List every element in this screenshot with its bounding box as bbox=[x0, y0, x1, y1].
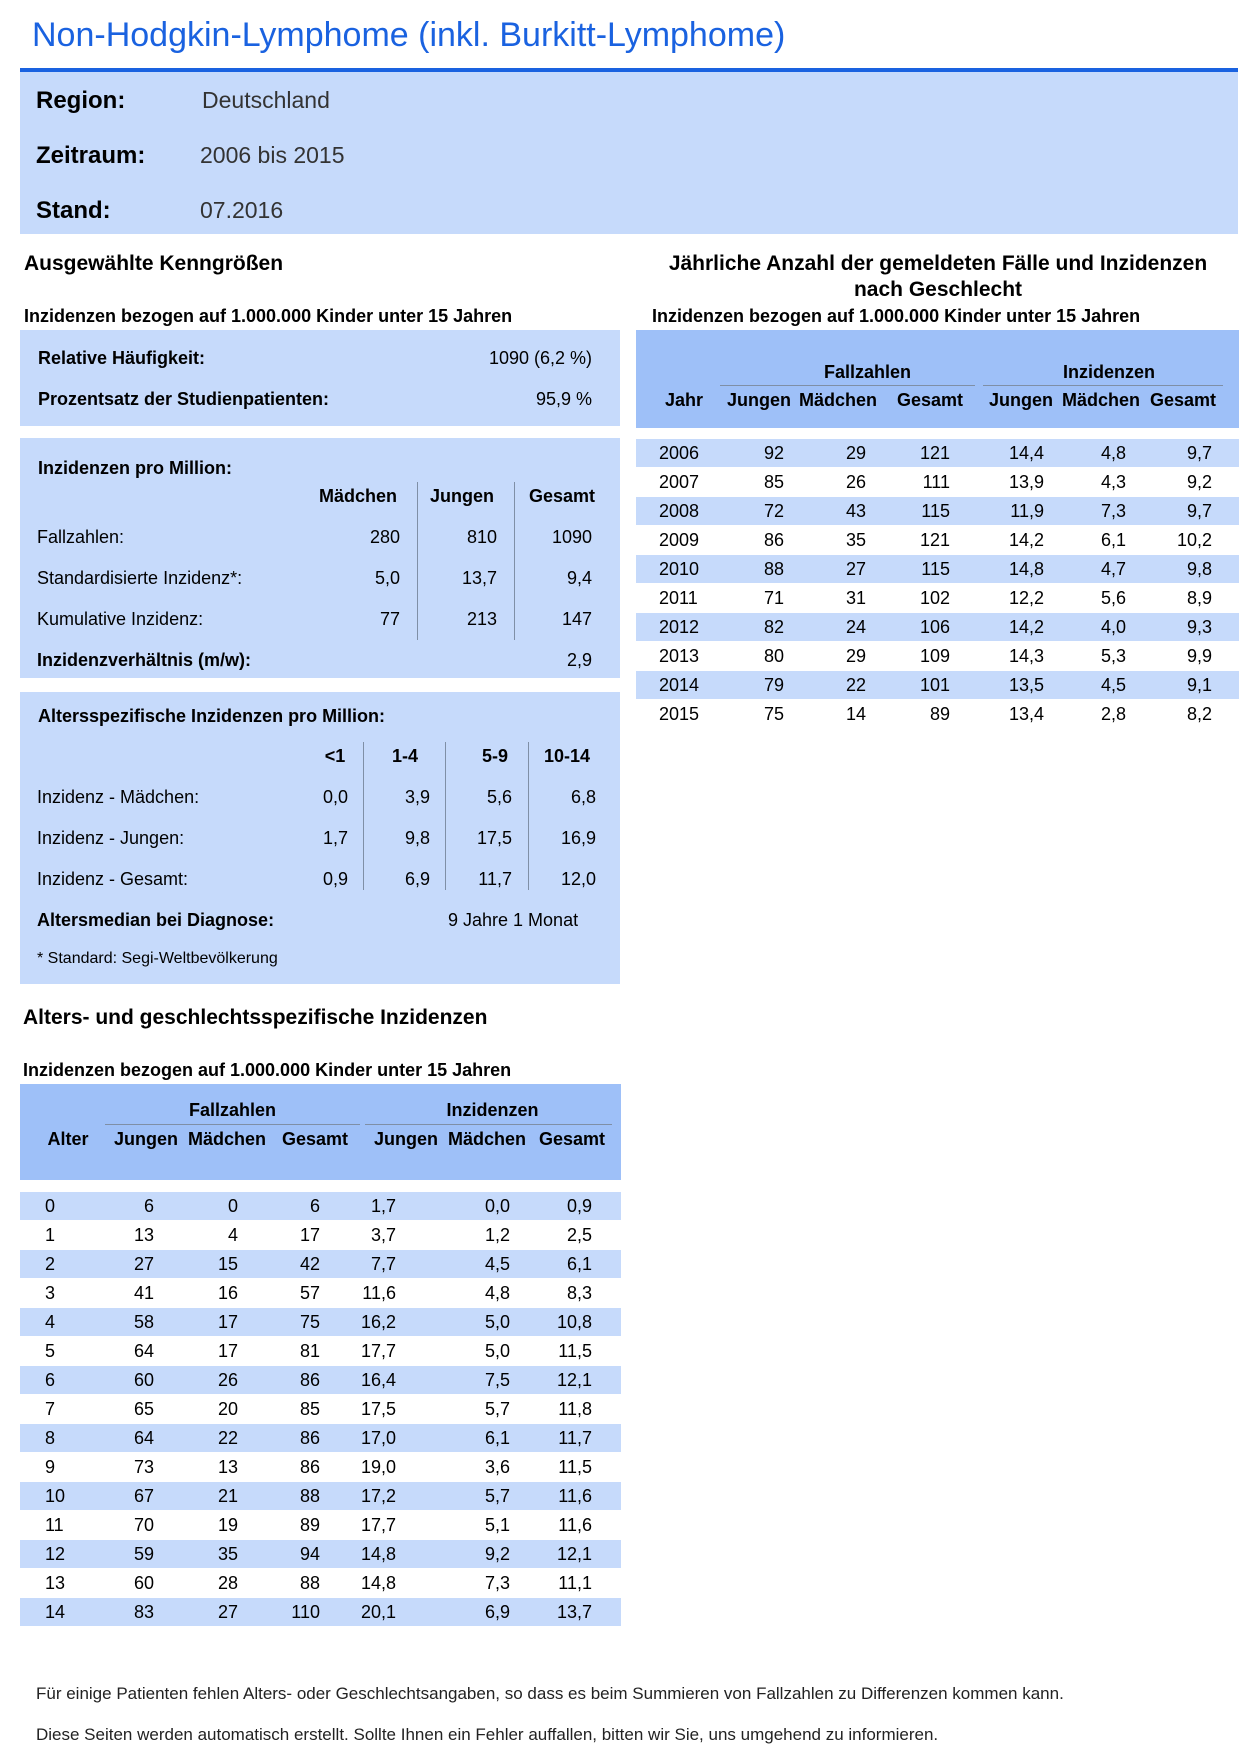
agesex-col: Gesamt bbox=[538, 1129, 606, 1149]
ratio-value: 2,9 bbox=[566, 650, 592, 670]
table-cell: 13,4 bbox=[1008, 704, 1044, 724]
table-row-key: 5 bbox=[45, 1341, 56, 1361]
relative-frequency-value: 1090 (6,2 %) bbox=[488, 348, 592, 368]
median-label: Altersmedian bei Diagnose: bbox=[37, 910, 275, 930]
agesex-group-inzidenzen: Inzidenzen bbox=[446, 1100, 539, 1120]
age-col: 1-4 bbox=[391, 746, 418, 766]
annual-col: Gesamt bbox=[896, 390, 964, 410]
agesex-group-fallzahlen: Fallzahlen bbox=[188, 1100, 277, 1120]
table-cell: 16 bbox=[217, 1283, 238, 1303]
age-col: 5-9 bbox=[481, 746, 508, 766]
table-cell: 86 bbox=[299, 1370, 320, 1390]
group-underline bbox=[365, 1124, 612, 1125]
table-cell: 14,4 bbox=[1008, 443, 1044, 463]
table-cell: 89 bbox=[299, 1515, 320, 1535]
table-cell: 19,0 bbox=[360, 1457, 396, 1477]
col-divider bbox=[528, 742, 529, 890]
table-row-key: 2014 bbox=[659, 675, 700, 695]
table-cell: 14,8 bbox=[360, 1544, 396, 1564]
table-cell: 27 bbox=[845, 559, 866, 579]
age-cell: 11,7 bbox=[478, 869, 512, 889]
table-cell: 86 bbox=[299, 1428, 320, 1448]
table-cell: 13 bbox=[133, 1225, 154, 1245]
annual-col-jahr: Jahr bbox=[664, 390, 704, 410]
region-value: Deutschland bbox=[202, 87, 330, 113]
table-cell: 11,6 bbox=[558, 1486, 592, 1506]
table-cell: 17 bbox=[217, 1341, 238, 1361]
table-cell: 11,5 bbox=[558, 1341, 592, 1361]
table-cell: 29 bbox=[845, 443, 866, 463]
table-cell: 5,0 bbox=[484, 1312, 510, 1332]
table-cell: 10,2 bbox=[1176, 530, 1212, 550]
col-jungen: Jungen bbox=[429, 486, 494, 506]
table-cell: 20 bbox=[217, 1399, 238, 1419]
table-row-key: 12 bbox=[45, 1544, 66, 1564]
inc-cell: 810 bbox=[466, 527, 497, 547]
table-cell: 4,0 bbox=[1100, 617, 1126, 637]
table-cell: 11,7 bbox=[558, 1428, 592, 1448]
table-cell: 94 bbox=[299, 1544, 320, 1564]
annual-col: Gesamt bbox=[1149, 390, 1217, 410]
table-row-key: 9 bbox=[45, 1457, 56, 1477]
agesex-col: Mädchen bbox=[187, 1129, 266, 1149]
table-cell: 72 bbox=[763, 501, 784, 521]
table-cell: 65 bbox=[133, 1399, 154, 1419]
table-cell: 29 bbox=[845, 646, 866, 666]
table-cell: 75 bbox=[299, 1312, 320, 1332]
table-cell: 7,3 bbox=[484, 1573, 510, 1593]
status-label: Stand: bbox=[36, 197, 111, 224]
table-cell: 0,9 bbox=[566, 1196, 592, 1216]
table-cell: 71 bbox=[763, 588, 784, 608]
age-cell: 5,6 bbox=[486, 787, 512, 807]
inc-row-label: Fallzahlen: bbox=[37, 527, 125, 547]
table-cell: 27 bbox=[133, 1254, 154, 1274]
median-value: 9 Jahre 1 Monat bbox=[448, 910, 579, 930]
inc-row-label: Kumulative Inzidenz: bbox=[37, 609, 204, 629]
table-cell: 11,8 bbox=[558, 1399, 592, 1419]
table-cell: 17,0 bbox=[360, 1428, 396, 1448]
table-cell: 115 bbox=[921, 501, 950, 521]
age-cell: 6,9 bbox=[404, 869, 430, 889]
table-cell: 9,3 bbox=[1186, 617, 1212, 637]
footer-disclaimer: Diese Seiten werden automatisch erstellt. Sollte Ihnen ein Fehler auffallen, bitten wir Sie, uns umgehend zu informieren. bbox=[36, 1725, 939, 1744]
age-incidence-title: Altersspezifische Inzidenzen pro Million: bbox=[38, 706, 386, 726]
table-cell: 60 bbox=[133, 1370, 154, 1390]
table-row-key: 2010 bbox=[659, 559, 700, 579]
table-row-key: 6 bbox=[45, 1370, 56, 1390]
annual-group-inzidenzen: Inzidenzen bbox=[1062, 362, 1155, 382]
table-cell: 75 bbox=[763, 704, 784, 724]
table-cell: 22 bbox=[217, 1428, 238, 1448]
group-underline bbox=[983, 385, 1223, 386]
table-cell: 14 bbox=[845, 704, 866, 724]
table-cell: 12,2 bbox=[1008, 588, 1044, 608]
annual-col: Jungen bbox=[988, 390, 1053, 410]
table-cell: 121 bbox=[919, 530, 950, 550]
table-row-key: 2007 bbox=[659, 472, 700, 492]
table-cell: 9,2 bbox=[1186, 472, 1212, 492]
study-percentage-value: 95,9 % bbox=[535, 389, 592, 409]
period-label: Zeitraum: bbox=[36, 142, 146, 169]
age-cell: 16,9 bbox=[560, 828, 596, 848]
table-cell: 5,1 bbox=[484, 1515, 510, 1535]
table-cell: 20,1 bbox=[360, 1602, 396, 1622]
inc-cell: 213 bbox=[466, 609, 497, 629]
inc-cell: 147 bbox=[561, 609, 592, 629]
table-cell: 3,6 bbox=[484, 1457, 510, 1477]
age-cell: 6,8 bbox=[570, 787, 596, 807]
table-cell: 17 bbox=[299, 1225, 320, 1245]
age-row-label: Inzidenz - Jungen: bbox=[37, 828, 185, 848]
table-cell: 88 bbox=[299, 1486, 320, 1506]
table-cell: 58 bbox=[133, 1312, 154, 1332]
page-title: Non-Hodgkin-Lymphome (inkl. Burkitt-Lymphome) bbox=[32, 16, 786, 54]
inc-cell: 77 bbox=[379, 609, 400, 629]
table-cell: 17,5 bbox=[360, 1399, 396, 1419]
table-cell: 102 bbox=[919, 588, 950, 608]
table-cell: 35 bbox=[217, 1544, 238, 1564]
table-cell: 17,7 bbox=[360, 1341, 396, 1361]
table-cell: 2,5 bbox=[566, 1225, 592, 1245]
frequency-panel bbox=[20, 330, 620, 426]
table-cell: 9,9 bbox=[1186, 646, 1212, 666]
annual-heading-line2: nach Geschlecht bbox=[853, 278, 1023, 301]
inc-cell: 9,4 bbox=[566, 568, 592, 588]
table-cell: 1,2 bbox=[484, 1225, 510, 1245]
group-underline bbox=[105, 1124, 360, 1125]
agesex-col-alter: Alter bbox=[47, 1129, 89, 1149]
table-cell: 9,1 bbox=[1186, 675, 1212, 695]
table-cell: 16,2 bbox=[360, 1312, 396, 1332]
table-cell: 80 bbox=[763, 646, 784, 666]
table-row-key: 0 bbox=[45, 1196, 56, 1216]
table-cell: 17,2 bbox=[360, 1486, 396, 1506]
table-cell: 57 bbox=[299, 1283, 320, 1303]
table-cell: 121 bbox=[919, 443, 950, 463]
table-cell: 6,1 bbox=[566, 1254, 592, 1274]
table-cell: 70 bbox=[133, 1515, 154, 1535]
age-cell: 0,0 bbox=[322, 787, 348, 807]
table-row-key: 13 bbox=[45, 1573, 66, 1593]
age-row-label: Inzidenz - Gesamt: bbox=[37, 869, 189, 889]
col-gesamt: Gesamt bbox=[528, 486, 596, 506]
table-cell: 7,7 bbox=[370, 1254, 396, 1274]
col-divider bbox=[445, 742, 446, 890]
annual-col: Jungen bbox=[726, 390, 791, 410]
table-cell: 6,9 bbox=[484, 1602, 510, 1622]
table-row-key: 2008 bbox=[659, 501, 700, 521]
table-row-key: 2012 bbox=[659, 617, 700, 637]
age-cell: 17,5 bbox=[476, 828, 512, 848]
annual-col: Mädchen bbox=[1061, 390, 1140, 410]
table-row-key: 8 bbox=[45, 1428, 56, 1448]
agesex-col: Gesamt bbox=[281, 1129, 349, 1149]
table-cell: 43 bbox=[845, 501, 866, 521]
ratio-label: Inzidenzverhältnis (m/w): bbox=[37, 650, 252, 670]
table-cell: 15 bbox=[217, 1254, 238, 1274]
table-cell: 4,8 bbox=[484, 1283, 510, 1303]
study-percentage-label: Prozentsatz der Studienpatienten: bbox=[38, 389, 330, 409]
table-cell: 11,6 bbox=[362, 1283, 396, 1303]
table-cell: 101 bbox=[919, 675, 950, 695]
table-cell: 28 bbox=[217, 1573, 238, 1593]
table-cell: 60 bbox=[133, 1573, 154, 1593]
table-cell: 1,7 bbox=[370, 1196, 396, 1216]
table-cell: 8,9 bbox=[1186, 588, 1212, 608]
age-col: 10-14 bbox=[543, 746, 591, 766]
table-cell: 4,8 bbox=[1100, 443, 1126, 463]
table-cell: 110 bbox=[291, 1602, 320, 1622]
age-cell: 9,8 bbox=[404, 828, 430, 848]
table-cell: 86 bbox=[299, 1457, 320, 1477]
footer-note: Für einige Patienten fehlen Alters- oder Geschlechtsangaben, so dass es beim Summieren von Fallzahlen zu Differenzen kommen kann. bbox=[36, 1684, 1064, 1703]
table-cell: 4 bbox=[227, 1225, 238, 1245]
table-cell: 4,7 bbox=[1100, 559, 1126, 579]
footnote: * Standard: Segi-Weltbevölkerung bbox=[37, 950, 278, 967]
table-cell: 6,1 bbox=[484, 1428, 510, 1448]
table-cell: 13,9 bbox=[1008, 472, 1044, 492]
table-cell: 6 bbox=[309, 1196, 320, 1216]
table-cell: 3,7 bbox=[370, 1225, 396, 1245]
table-cell: 10,8 bbox=[556, 1312, 592, 1332]
table-cell: 12,1 bbox=[556, 1370, 592, 1390]
table-cell: 26 bbox=[217, 1370, 238, 1390]
table-cell: 92 bbox=[763, 443, 784, 463]
annual-subheading: Inzidenzen bezogen auf 1.000.000 Kinder unter 15 Jahren bbox=[652, 306, 1141, 326]
table-cell: 11,1 bbox=[558, 1573, 592, 1593]
table-row-key: 2015 bbox=[659, 704, 700, 724]
inc-cell: 5,0 bbox=[374, 568, 400, 588]
table-cell: 26 bbox=[845, 472, 866, 492]
table-cell: 0 bbox=[227, 1196, 238, 1216]
agesex-col: Mädchen bbox=[447, 1129, 526, 1149]
table-cell: 17,7 bbox=[360, 1515, 396, 1535]
table-cell: 24 bbox=[845, 617, 866, 637]
table-cell: 8,3 bbox=[566, 1283, 592, 1303]
key-figures-heading: Ausgewählte Kenngrößen bbox=[24, 252, 284, 275]
table-cell: 8,2 bbox=[1186, 704, 1212, 724]
table-row-key: 4 bbox=[45, 1312, 56, 1332]
table-cell: 88 bbox=[299, 1573, 320, 1593]
table-cell: 109 bbox=[919, 646, 950, 666]
age-row-label: Inzidenz - Mädchen: bbox=[37, 787, 200, 807]
table-cell: 4,5 bbox=[1100, 675, 1126, 695]
inc-cell: 1090 bbox=[551, 527, 592, 547]
table-cell: 19 bbox=[217, 1515, 238, 1535]
table-cell: 14,2 bbox=[1008, 617, 1044, 637]
table-row-key: 1 bbox=[45, 1225, 56, 1245]
table-cell: 5,3 bbox=[1100, 646, 1126, 666]
period-value: 2006 bis 2015 bbox=[200, 142, 345, 168]
table-cell: 14,3 bbox=[1008, 646, 1044, 666]
table-row-key: 14 bbox=[45, 1602, 66, 1622]
table-cell: 9,7 bbox=[1186, 501, 1212, 521]
table-cell: 64 bbox=[133, 1341, 154, 1361]
status-value: 07.2016 bbox=[200, 197, 284, 223]
table-cell: 7,3 bbox=[1100, 501, 1126, 521]
table-cell: 59 bbox=[133, 1544, 154, 1564]
col-divider bbox=[363, 742, 364, 890]
agesex-col: Jungen bbox=[113, 1129, 178, 1149]
table-cell: 27 bbox=[217, 1602, 238, 1622]
table-cell: 14,2 bbox=[1008, 530, 1044, 550]
table-cell: 5,7 bbox=[484, 1399, 510, 1419]
table-row-key: 10 bbox=[45, 1486, 66, 1506]
region-label: Region: bbox=[36, 87, 126, 114]
table-row-key: 2 bbox=[45, 1254, 56, 1274]
table-cell: 31 bbox=[845, 588, 866, 608]
table-cell: 2,8 bbox=[1100, 704, 1126, 724]
table-cell: 89 bbox=[929, 704, 950, 724]
table-cell: 67 bbox=[133, 1486, 154, 1506]
group-underline bbox=[720, 385, 975, 386]
table-cell: 11,9 bbox=[1010, 501, 1044, 521]
table-row-key: 2009 bbox=[659, 530, 700, 550]
table-cell: 111 bbox=[922, 472, 950, 492]
table-row-key: 2011 bbox=[659, 588, 698, 608]
table-cell: 5,0 bbox=[484, 1341, 510, 1361]
annual-col: Mädchen bbox=[798, 390, 877, 410]
table-cell: 9,7 bbox=[1186, 443, 1212, 463]
agesex-heading: Alters- und geschlechtsspezifische Inzidenzen bbox=[23, 1006, 488, 1029]
table-cell: 4,5 bbox=[484, 1254, 510, 1274]
age-cell: 0,9 bbox=[322, 869, 348, 889]
table-cell: 41 bbox=[133, 1283, 154, 1303]
table-cell: 22 bbox=[845, 675, 866, 695]
table-cell: 5,7 bbox=[484, 1486, 510, 1506]
table-cell: 17 bbox=[217, 1312, 238, 1332]
table-cell: 16,4 bbox=[360, 1370, 396, 1390]
table-cell: 79 bbox=[763, 675, 784, 695]
incidence-title: Inzidenzen pro Million: bbox=[38, 458, 232, 478]
inc-row-label: Standardisierte Inzidenz*: bbox=[37, 568, 243, 588]
table-cell: 21 bbox=[217, 1486, 238, 1506]
inc-cell: 13,7 bbox=[461, 568, 497, 588]
table-cell: 11,5 bbox=[558, 1457, 592, 1477]
table-cell: 0,0 bbox=[484, 1196, 510, 1216]
table-cell: 7,5 bbox=[484, 1370, 510, 1390]
age-cell: 12,0 bbox=[560, 869, 596, 889]
table-cell: 81 bbox=[299, 1341, 320, 1361]
table-cell: 88 bbox=[763, 559, 784, 579]
age-cell: 1,7 bbox=[322, 828, 348, 848]
table-cell: 13,7 bbox=[556, 1602, 592, 1622]
table-cell: 85 bbox=[763, 472, 784, 492]
table-cell: 12,1 bbox=[556, 1544, 592, 1564]
table-row-key: 3 bbox=[45, 1283, 56, 1303]
table-cell: 106 bbox=[919, 617, 950, 637]
annual-group-fallzahlen: Fallzahlen bbox=[823, 362, 912, 382]
age-col: <1 bbox=[324, 746, 346, 766]
inc-cell: 280 bbox=[369, 527, 400, 547]
table-cell: 11,6 bbox=[558, 1515, 592, 1535]
table-cell: 14,8 bbox=[1008, 559, 1044, 579]
table-cell: 64 bbox=[133, 1428, 154, 1448]
annual-heading: Jährliche Anzahl der gemeldeten Fälle und Inzidenzen bbox=[668, 252, 1208, 275]
agesex-subheading: Inzidenzen bezogen auf 1.000.000 Kinder unter 15 Jahren bbox=[23, 1060, 512, 1080]
age-cell: 3,9 bbox=[404, 787, 430, 807]
table-cell: 9,2 bbox=[484, 1544, 510, 1564]
table-cell: 82 bbox=[763, 617, 784, 637]
table-cell: 42 bbox=[299, 1254, 320, 1274]
table-cell: 73 bbox=[133, 1457, 154, 1477]
table-cell: 83 bbox=[133, 1602, 154, 1622]
table-row-key: 2013 bbox=[659, 646, 700, 666]
table-row-key: 7 bbox=[45, 1399, 56, 1419]
table-cell: 6 bbox=[143, 1196, 154, 1216]
table-cell: 13,5 bbox=[1008, 675, 1044, 695]
table-cell: 6,1 bbox=[1100, 530, 1126, 550]
table-cell: 85 bbox=[299, 1399, 320, 1419]
table-cell: 13 bbox=[217, 1457, 238, 1477]
table-cell: 115 bbox=[921, 559, 950, 579]
table-cell: 35 bbox=[845, 530, 866, 550]
table-cell: 86 bbox=[763, 530, 784, 550]
table-cell: 14,8 bbox=[360, 1573, 396, 1593]
key-figures-subheading: Inzidenzen bezogen auf 1.000.000 Kinder unter 15 Jahren bbox=[24, 306, 513, 326]
col-maedchen: Mädchen bbox=[318, 486, 397, 506]
table-row-key: 2006 bbox=[659, 443, 700, 463]
table-cell: 4,3 bbox=[1100, 472, 1126, 492]
table-cell: 9,8 bbox=[1186, 559, 1212, 579]
table-row-key: 11 bbox=[45, 1515, 64, 1535]
table-cell: 5,6 bbox=[1100, 588, 1126, 608]
agesex-col: Jungen bbox=[373, 1129, 438, 1149]
relative-frequency-label: Relative Häufigkeit: bbox=[38, 348, 206, 368]
